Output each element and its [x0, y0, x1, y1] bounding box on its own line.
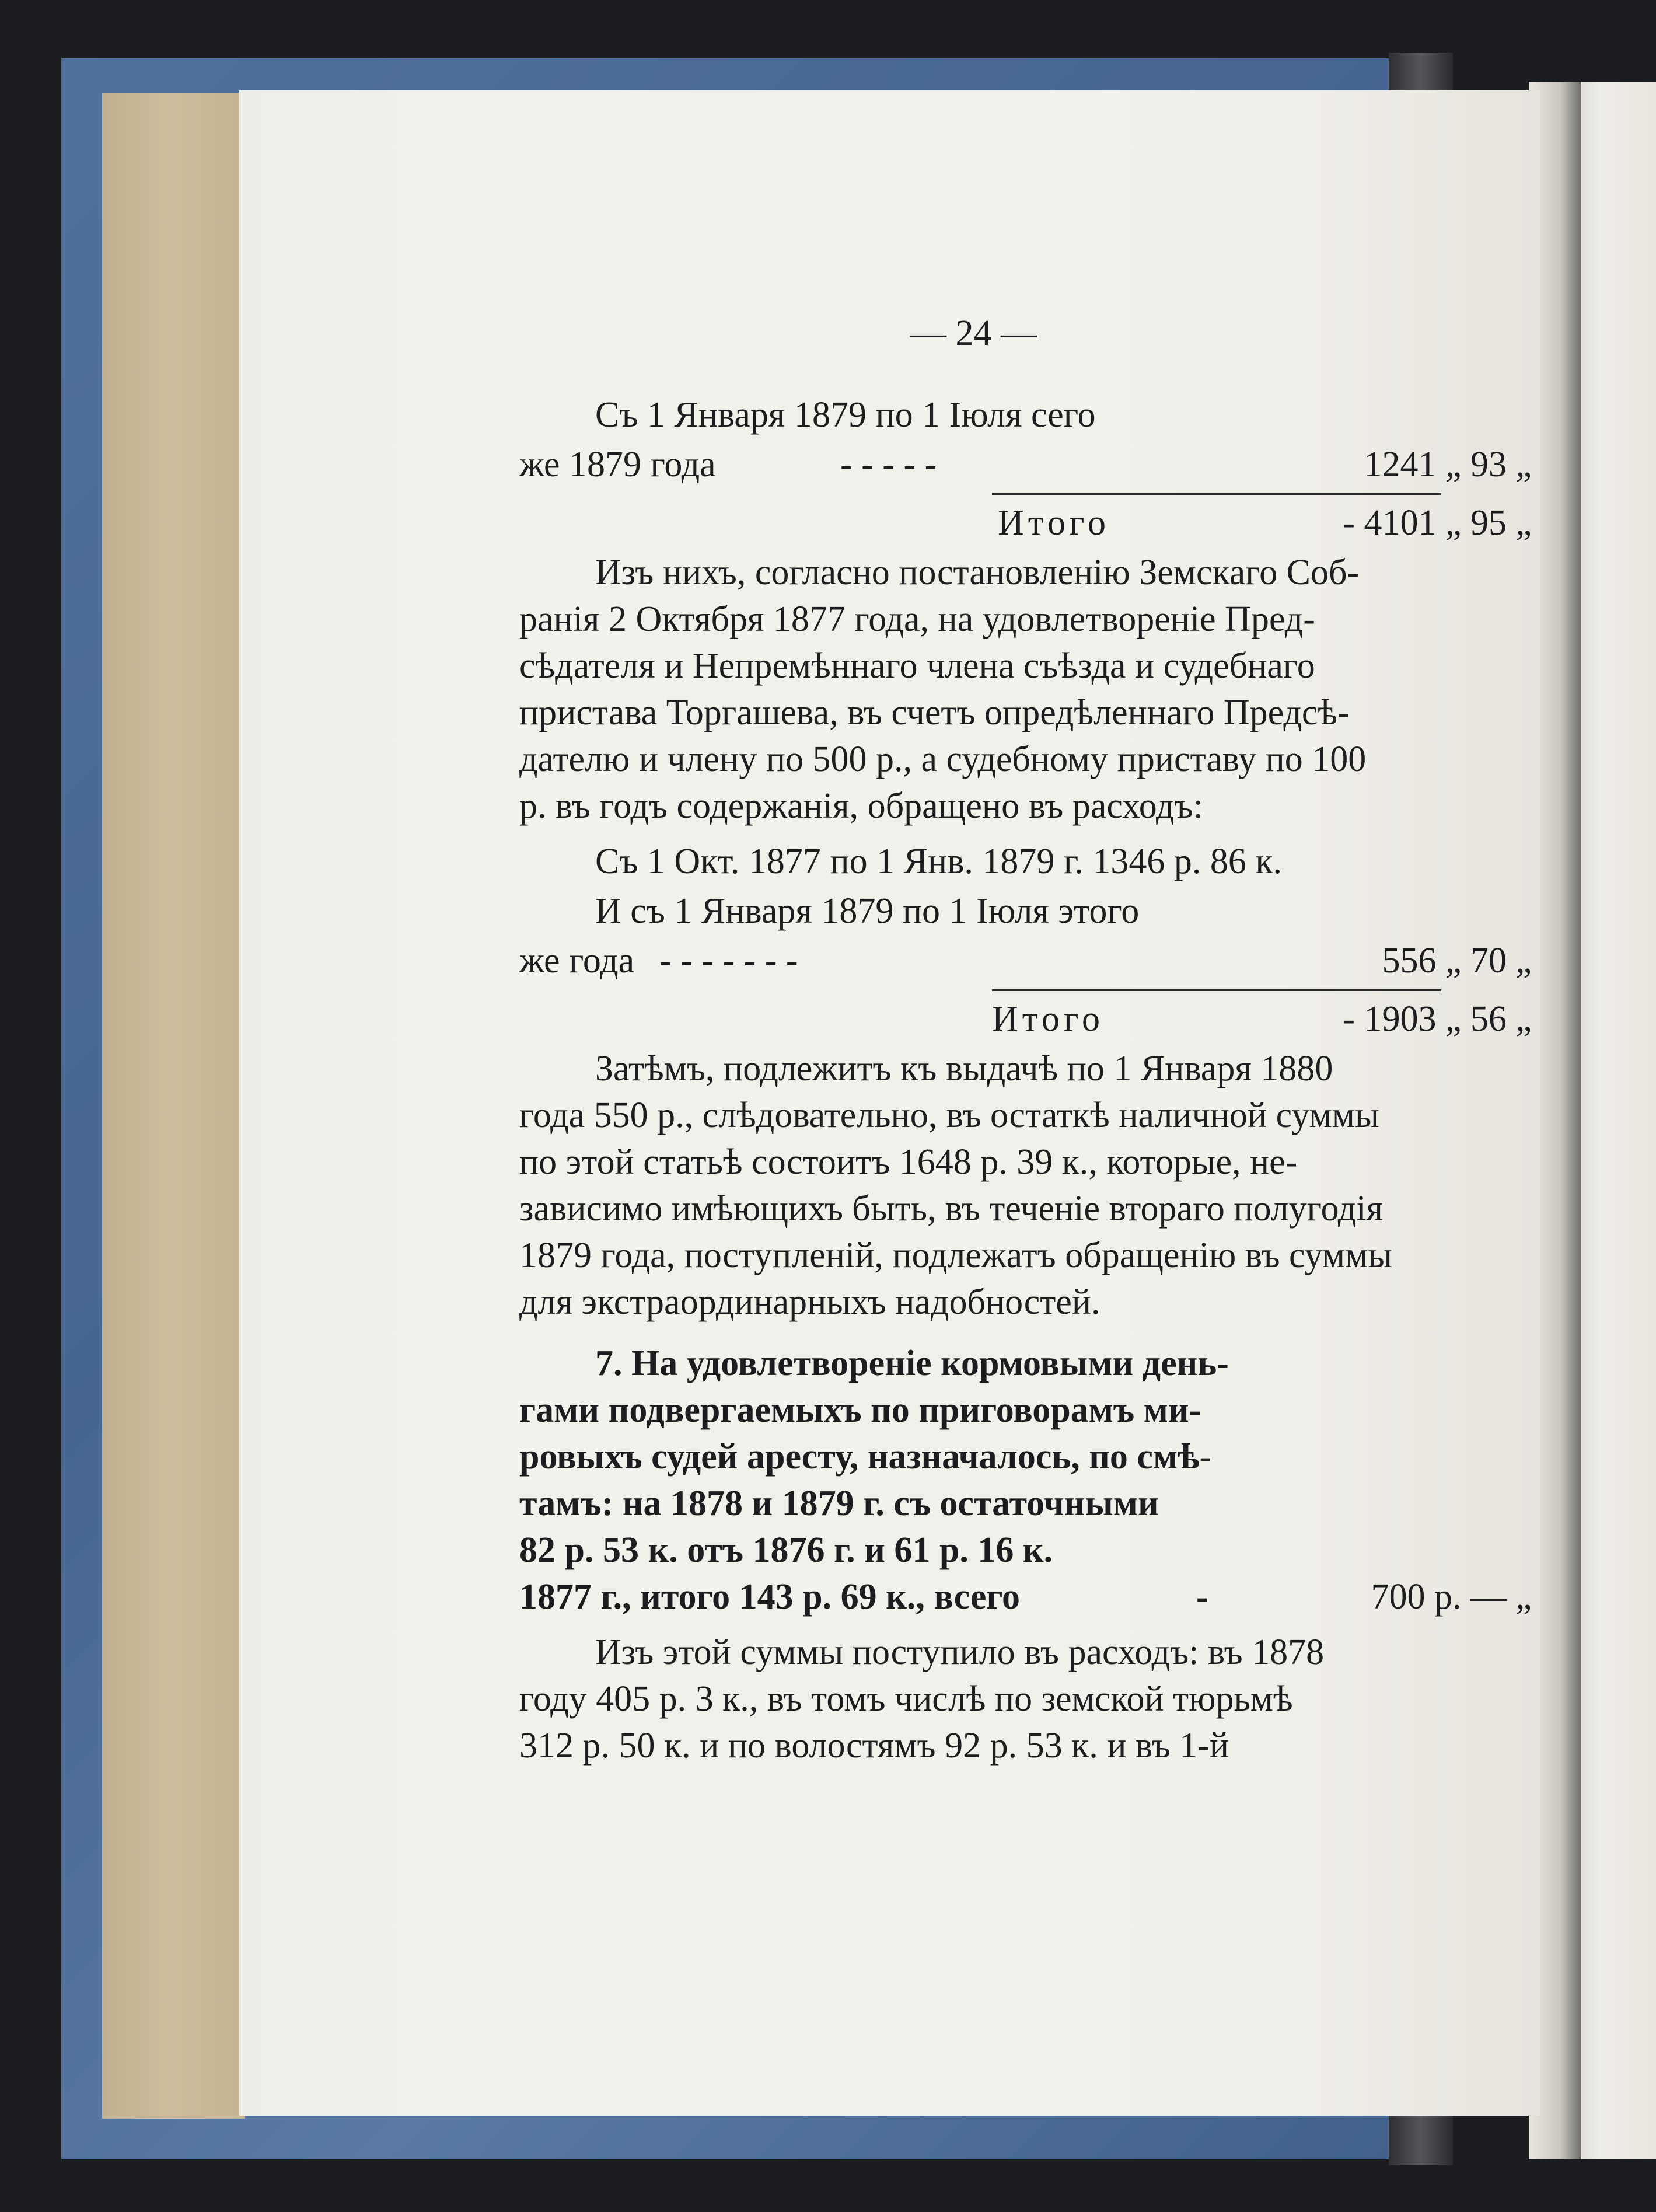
section-heading-line: 7. На удовлетвореніе кормовыми день-	[595, 1344, 1229, 1383]
text-line: 1877 г., итого 143 р. 69 к., всего	[519, 1577, 1020, 1617]
amount: 1241 „ 93 „	[1364, 445, 1532, 484]
text-line: И съ 1 Января 1879 по 1 Іюля этого	[595, 891, 1140, 931]
total-label: Итого	[992, 999, 1104, 1039]
amount: 700 р. — „	[1371, 1577, 1532, 1617]
page-number: — 24 —	[910, 313, 1037, 353]
text-line: Изъ этой суммы поступило въ расходъ: въ 1878	[595, 1632, 1325, 1672]
text-line: зависимо имѣющихъ быть, въ теченіе втораго полугодія	[519, 1189, 1384, 1229]
text-line: году 405 р. 3 к., въ томъ числѣ по земской тюрьмѣ	[519, 1679, 1293, 1719]
text-line: дателю и члену по 500 р., а судебному приставу по 100	[519, 739, 1367, 779]
text-line: Изъ нихъ, согласно постановленію Земскаго Соб-	[595, 553, 1360, 592]
sum-rule	[992, 989, 1441, 991]
amount: 556 „ 70 „	[1382, 941, 1532, 981]
text-line: же года	[519, 941, 635, 981]
text-line: года 550 р., слѣдовательно, въ остаткѣ наличной суммы	[519, 1095, 1379, 1135]
total-label: Итого	[998, 503, 1110, 543]
text-line: ранія 2 Октября 1877 года, на удовлетвореніе Пред-	[519, 599, 1315, 639]
text-line: 82 р. 53 к. отъ 1876 г. и 61 р. 16 к.	[519, 1530, 1053, 1570]
book-page	[239, 90, 1540, 2116]
text-line: Съ 1 Января 1879 по 1 Іюля сего	[595, 395, 1096, 435]
text-line: пристава Торгашева, въ счетъ опредѣленнаго Предсѣ-	[519, 693, 1350, 732]
text-line: же 1879 года	[519, 445, 716, 484]
facing-page-edge	[1575, 82, 1656, 2159]
total-amount: - 1903 „ 56 „	[1343, 999, 1532, 1039]
sum-rule	[992, 493, 1441, 495]
text-line: по этой статьѣ состоитъ 1648 р. 39 к., которые, не-	[519, 1142, 1298, 1182]
text-line: для экстраординарныхъ надобностей.	[519, 1282, 1100, 1322]
text-line: 312 р. 50 к. и по волостямъ 92 р. 53 к. и въ 1-й	[519, 1726, 1229, 1766]
text-line: Затѣмъ, подлежитъ къ выдачѣ по 1 Января 1880	[595, 1049, 1333, 1088]
leader-dashes: - - - - - - -	[659, 941, 798, 981]
text-line: р. въ годъ содержанія, обращено въ расходъ:	[519, 786, 1203, 826]
leader-dashes: -	[1196, 1577, 1208, 1617]
text-line: ровыхъ судей аресту, назначалось, по смѣ-	[519, 1437, 1212, 1477]
text-line: гами подвергаемыхъ по приговорамъ ми-	[519, 1390, 1201, 1430]
total-amount: - 4101 „ 95 „	[1343, 503, 1532, 543]
leader-dashes: - - - - -	[840, 445, 937, 484]
text-line: тамъ: на 1878 и 1879 г. съ остаточными	[519, 1484, 1159, 1523]
text-line: 1879 года, поступленій, подлежатъ обращенію въ суммы	[519, 1236, 1393, 1275]
text-line: сѣдателя и Непремѣннаго члена съѣзда и судебнаго	[519, 646, 1315, 686]
text-line: Съ 1 Окт. 1877 по 1 Янв. 1879 г. 1346 р. 86 к.	[595, 842, 1282, 881]
cover-inner-board	[102, 93, 245, 2119]
